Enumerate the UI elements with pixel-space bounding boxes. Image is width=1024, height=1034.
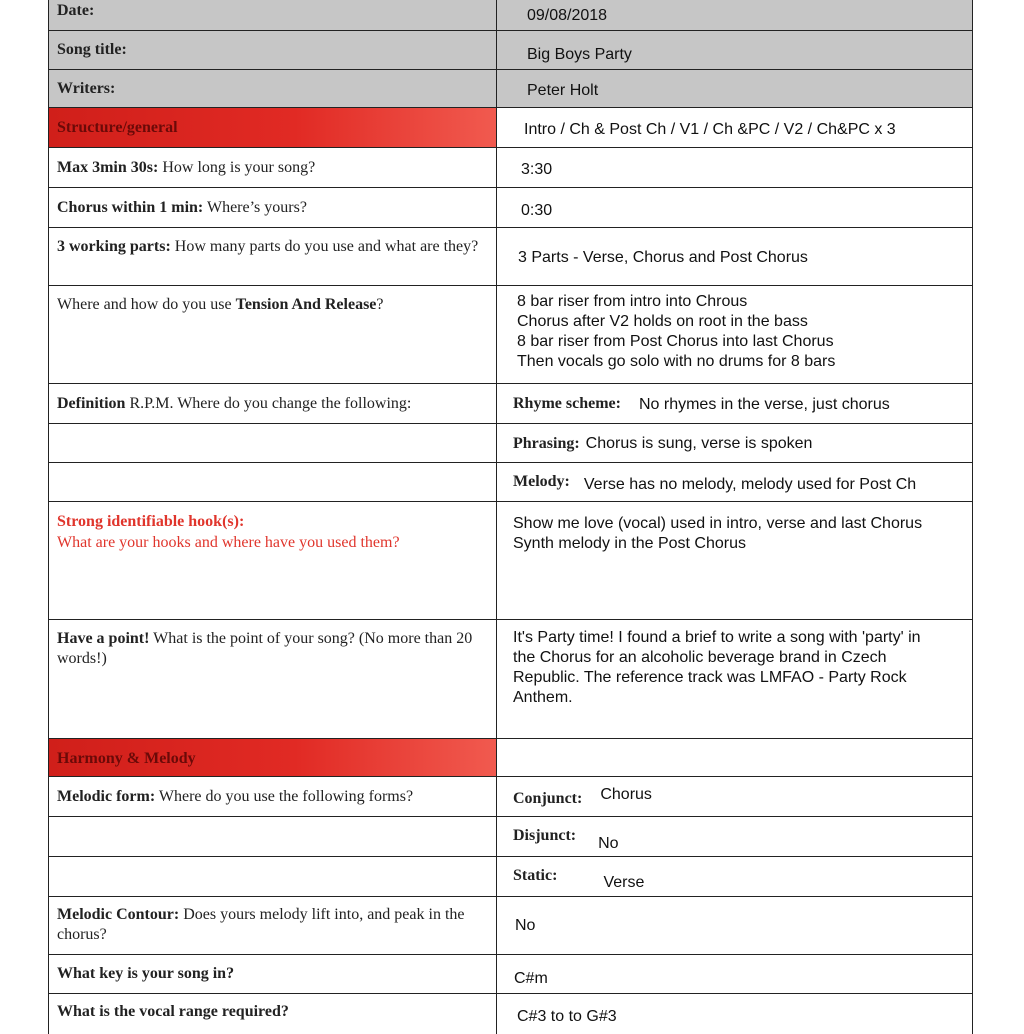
tension-bold: Tension And Release xyxy=(235,296,377,313)
hooks-row xyxy=(49,502,972,620)
disjunct-value: No xyxy=(598,835,619,852)
contour-bold: Melodic Contour: xyxy=(57,906,180,923)
tension-line: Chorus after V2 holds on root in the bass xyxy=(517,313,808,330)
chorus-time-value: 0:30 xyxy=(521,202,553,219)
point-line: It's Party time! I found a brief to write a song with 'party' in xyxy=(513,629,921,646)
writers-value: Peter Holt xyxy=(527,82,599,99)
melodic-form-row xyxy=(49,777,972,817)
vocal-range-row xyxy=(49,994,972,1034)
key-label: What key is your song in? xyxy=(57,965,235,982)
key-row xyxy=(49,955,972,994)
date-row xyxy=(49,0,972,31)
tension-question-pre: Where and how do you use xyxy=(57,296,236,313)
melodic-form-bold: Melodic form: xyxy=(57,788,156,805)
disjunct-label: Disjunct: xyxy=(513,827,577,844)
chorus-time-question: Where’s yours? xyxy=(203,199,307,216)
point-question: What is the point of your song? (No more than 20 words!) xyxy=(57,630,473,667)
hooks-line: Show me love (vocal) used in intro, verse and last Chorus xyxy=(513,515,923,532)
harmony-heading: Harmony & Melody xyxy=(57,750,196,767)
hooks-line: Synth melody in the Post Chorus xyxy=(513,535,747,552)
tension-question-post: ? xyxy=(376,296,384,313)
hooks-question: What are your hooks and where have you used them? xyxy=(57,534,400,551)
tension-line: 8 bar riser from intro into Chrous xyxy=(517,293,748,310)
working-parts-value: 3 Parts - Verse, Chorus and Post Chorus xyxy=(518,249,808,266)
tension-line: 8 bar riser from Post Chorus into last Chorus xyxy=(517,333,834,350)
contour-question: Does yours melody lift into, and peak in the chorus? xyxy=(57,906,465,943)
point-line: the Chorus for an alcoholic beverage brand in Czech xyxy=(513,649,887,666)
static-value: Verse xyxy=(603,874,645,891)
structure-row xyxy=(49,108,972,148)
song-title-label: Song title: xyxy=(57,41,127,58)
harmony-row xyxy=(49,739,972,777)
conjunct-label: Conjunct: xyxy=(513,790,583,807)
conjunct-value: Chorus xyxy=(600,786,652,803)
static-row xyxy=(49,857,972,897)
working-parts-row xyxy=(49,228,972,286)
melodic-form-question: Where do you use the following forms? xyxy=(155,788,414,805)
rhyme-scheme-value: No rhymes in the verse, just chorus xyxy=(638,396,890,413)
writers-label: Writers: xyxy=(57,80,116,97)
key-value: C#m xyxy=(514,970,548,987)
phrasing-row xyxy=(49,424,972,463)
date-value: 09/08/2018 xyxy=(527,7,608,24)
structure-value: Intro / Ch & Post Ch / V1 / Ch &PC / V2 / Ch&PC x 3 xyxy=(524,121,896,138)
max-length-question: How long is your song? xyxy=(158,159,316,176)
structure-heading: Structure/general xyxy=(57,119,178,136)
point-bold: Have a point! xyxy=(57,630,150,647)
max-length-bold: Max 3min 30s: xyxy=(57,159,159,176)
definition-row xyxy=(49,384,972,424)
song-title-row xyxy=(49,31,972,70)
songwriting-form xyxy=(48,0,973,1034)
working-parts-question: How many parts do you use and what are they? xyxy=(170,238,479,255)
static-label: Static: xyxy=(513,867,558,884)
definition-bold: Definition xyxy=(57,395,126,412)
phrasing-value: Chorus is sung, verse is spoken xyxy=(585,435,813,452)
working-parts-bold: 3 working parts: xyxy=(57,238,171,255)
date-label: Date: xyxy=(57,2,95,19)
melody-label: Melody: xyxy=(513,473,570,490)
hooks-bold: Strong identifiable hook(s): xyxy=(57,513,245,530)
hooks-answer xyxy=(497,502,972,619)
point-line: Anthem. xyxy=(513,689,573,706)
melody-value: Verse has no melody, melody used for Post Ch xyxy=(583,476,917,493)
disjunct-row xyxy=(49,817,972,857)
definition-question: R.P.M. Where do you change the following: xyxy=(125,395,412,412)
point-row xyxy=(49,620,972,739)
max-length-row xyxy=(49,148,972,188)
melody-row xyxy=(49,463,972,502)
song-title-value: Big Boys Party xyxy=(527,46,632,63)
rhyme-scheme-label: Rhyme scheme: xyxy=(513,395,621,412)
point-line: Republic. The reference track was LMFAO - Party Rock xyxy=(513,669,907,686)
max-length-value: 3:30 xyxy=(521,161,553,178)
writers-row xyxy=(49,70,972,108)
phrasing-label: Phrasing: xyxy=(513,435,580,452)
vocal-range-label: What is the vocal range required? xyxy=(57,1003,289,1020)
tension-line: Then vocals go solo with no drums for 8 bars xyxy=(517,353,836,370)
contour-value: No xyxy=(515,917,536,934)
contour-row xyxy=(49,897,972,955)
chorus-time-bold: Chorus within 1 min: xyxy=(57,199,204,216)
tension-row xyxy=(49,286,972,384)
point-answer xyxy=(497,620,972,738)
tension-answer xyxy=(497,286,972,383)
chorus-time-row xyxy=(49,188,972,228)
vocal-range-value: C#3 to to G#3 xyxy=(517,1008,617,1025)
